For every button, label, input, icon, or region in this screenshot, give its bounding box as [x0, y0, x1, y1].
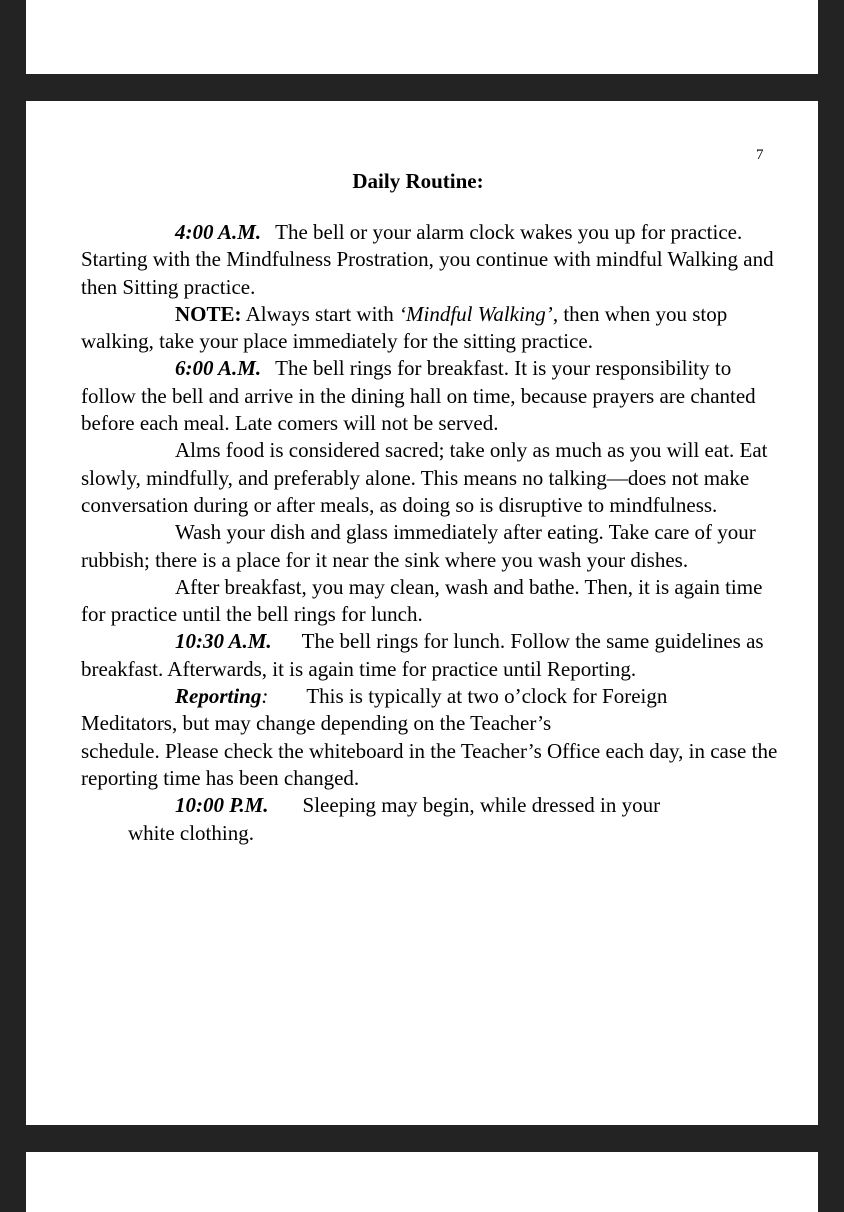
- time-label: 10:00 P.M.: [175, 793, 269, 818]
- document-page: [26, 101, 818, 1125]
- note-label: NOTE:: [175, 301, 242, 326]
- page-number: 7: [756, 147, 764, 163]
- reporting-colon: :: [261, 684, 269, 709]
- paragraph-text: The bell rings for lunch. Follow the same guidelines as breakfast. Afterwards, it is again time for practice until Reporting.: [81, 629, 764, 681]
- section-title: Daily Routine:: [352, 169, 484, 193]
- paragraph-text: The bell rings for breakfast. It is your responsibility to follow the bell and arrive in the dining hall on time, because prayers are chanted before each meal. Late comers will not be served.: [81, 356, 756, 436]
- paragraph-text: Always start with: [241, 301, 400, 326]
- paragraph-text: Sleeping may begin, while dressed in your: [302, 793, 661, 818]
- paragraph-4am: [81, 219, 781, 301]
- paragraph-alms-food: Alms food is considered sacred; take only as much as you will eat. Eat slowly, mindfully, and preferably alone. This means no talking—does not make conversation during or after meals, as doing so is disruptive to mindfulness.: [81, 438, 768, 517]
- paragraph-after-breakfast: After breakfast, you may clean, wash and bathe. Then, it is again time for practice until the bell rings for lunch.: [81, 574, 763, 627]
- paragraph-text: Meditators, but may change depending on the Teacher’s: [81, 711, 552, 736]
- reporting-label: Reporting: [175, 684, 262, 709]
- previous-page-fragment: [26, 0, 818, 74]
- paragraph-6am: [81, 355, 781, 437]
- paragraph-text: white clothing.: [128, 820, 254, 845]
- document-body: [81, 219, 781, 847]
- paragraph-text: schedule. Please check the whiteboard in the Teacher’s Office each day, in case the reporting time has been changed.: [81, 738, 778, 790]
- paragraph-text: , then when you stop walking, take your place immediately for the sitting practice.: [81, 301, 728, 354]
- emphasis-text: ‘Mindful Walking’: [399, 301, 553, 326]
- time-label: 4:00 A.M.: [175, 220, 262, 244]
- paragraph-wash-dish: Wash your dish and glass immediately after eating. Take care of your rubbish; there is a place for it near the sink where you wash your dishes.: [81, 520, 756, 572]
- paragraph-10pm: [81, 792, 781, 847]
- paragraph-1030am: [81, 628, 781, 683]
- paragraph-note: [81, 301, 781, 356]
- paragraph-text: The bell or your alarm clock wakes you up for practice. Starting with the Mindfulness Prostration, you continue with mindful Walking and then Sitting practice.: [81, 220, 774, 299]
- time-label: 10:30 A.M.: [175, 629, 272, 654]
- next-page-fragment: [26, 1152, 818, 1212]
- paragraph-text: This is typically at two o’clock for Foreign: [306, 684, 668, 709]
- paragraph-reporting: [81, 683, 781, 792]
- time-label: 6:00 A.M.: [175, 356, 262, 381]
